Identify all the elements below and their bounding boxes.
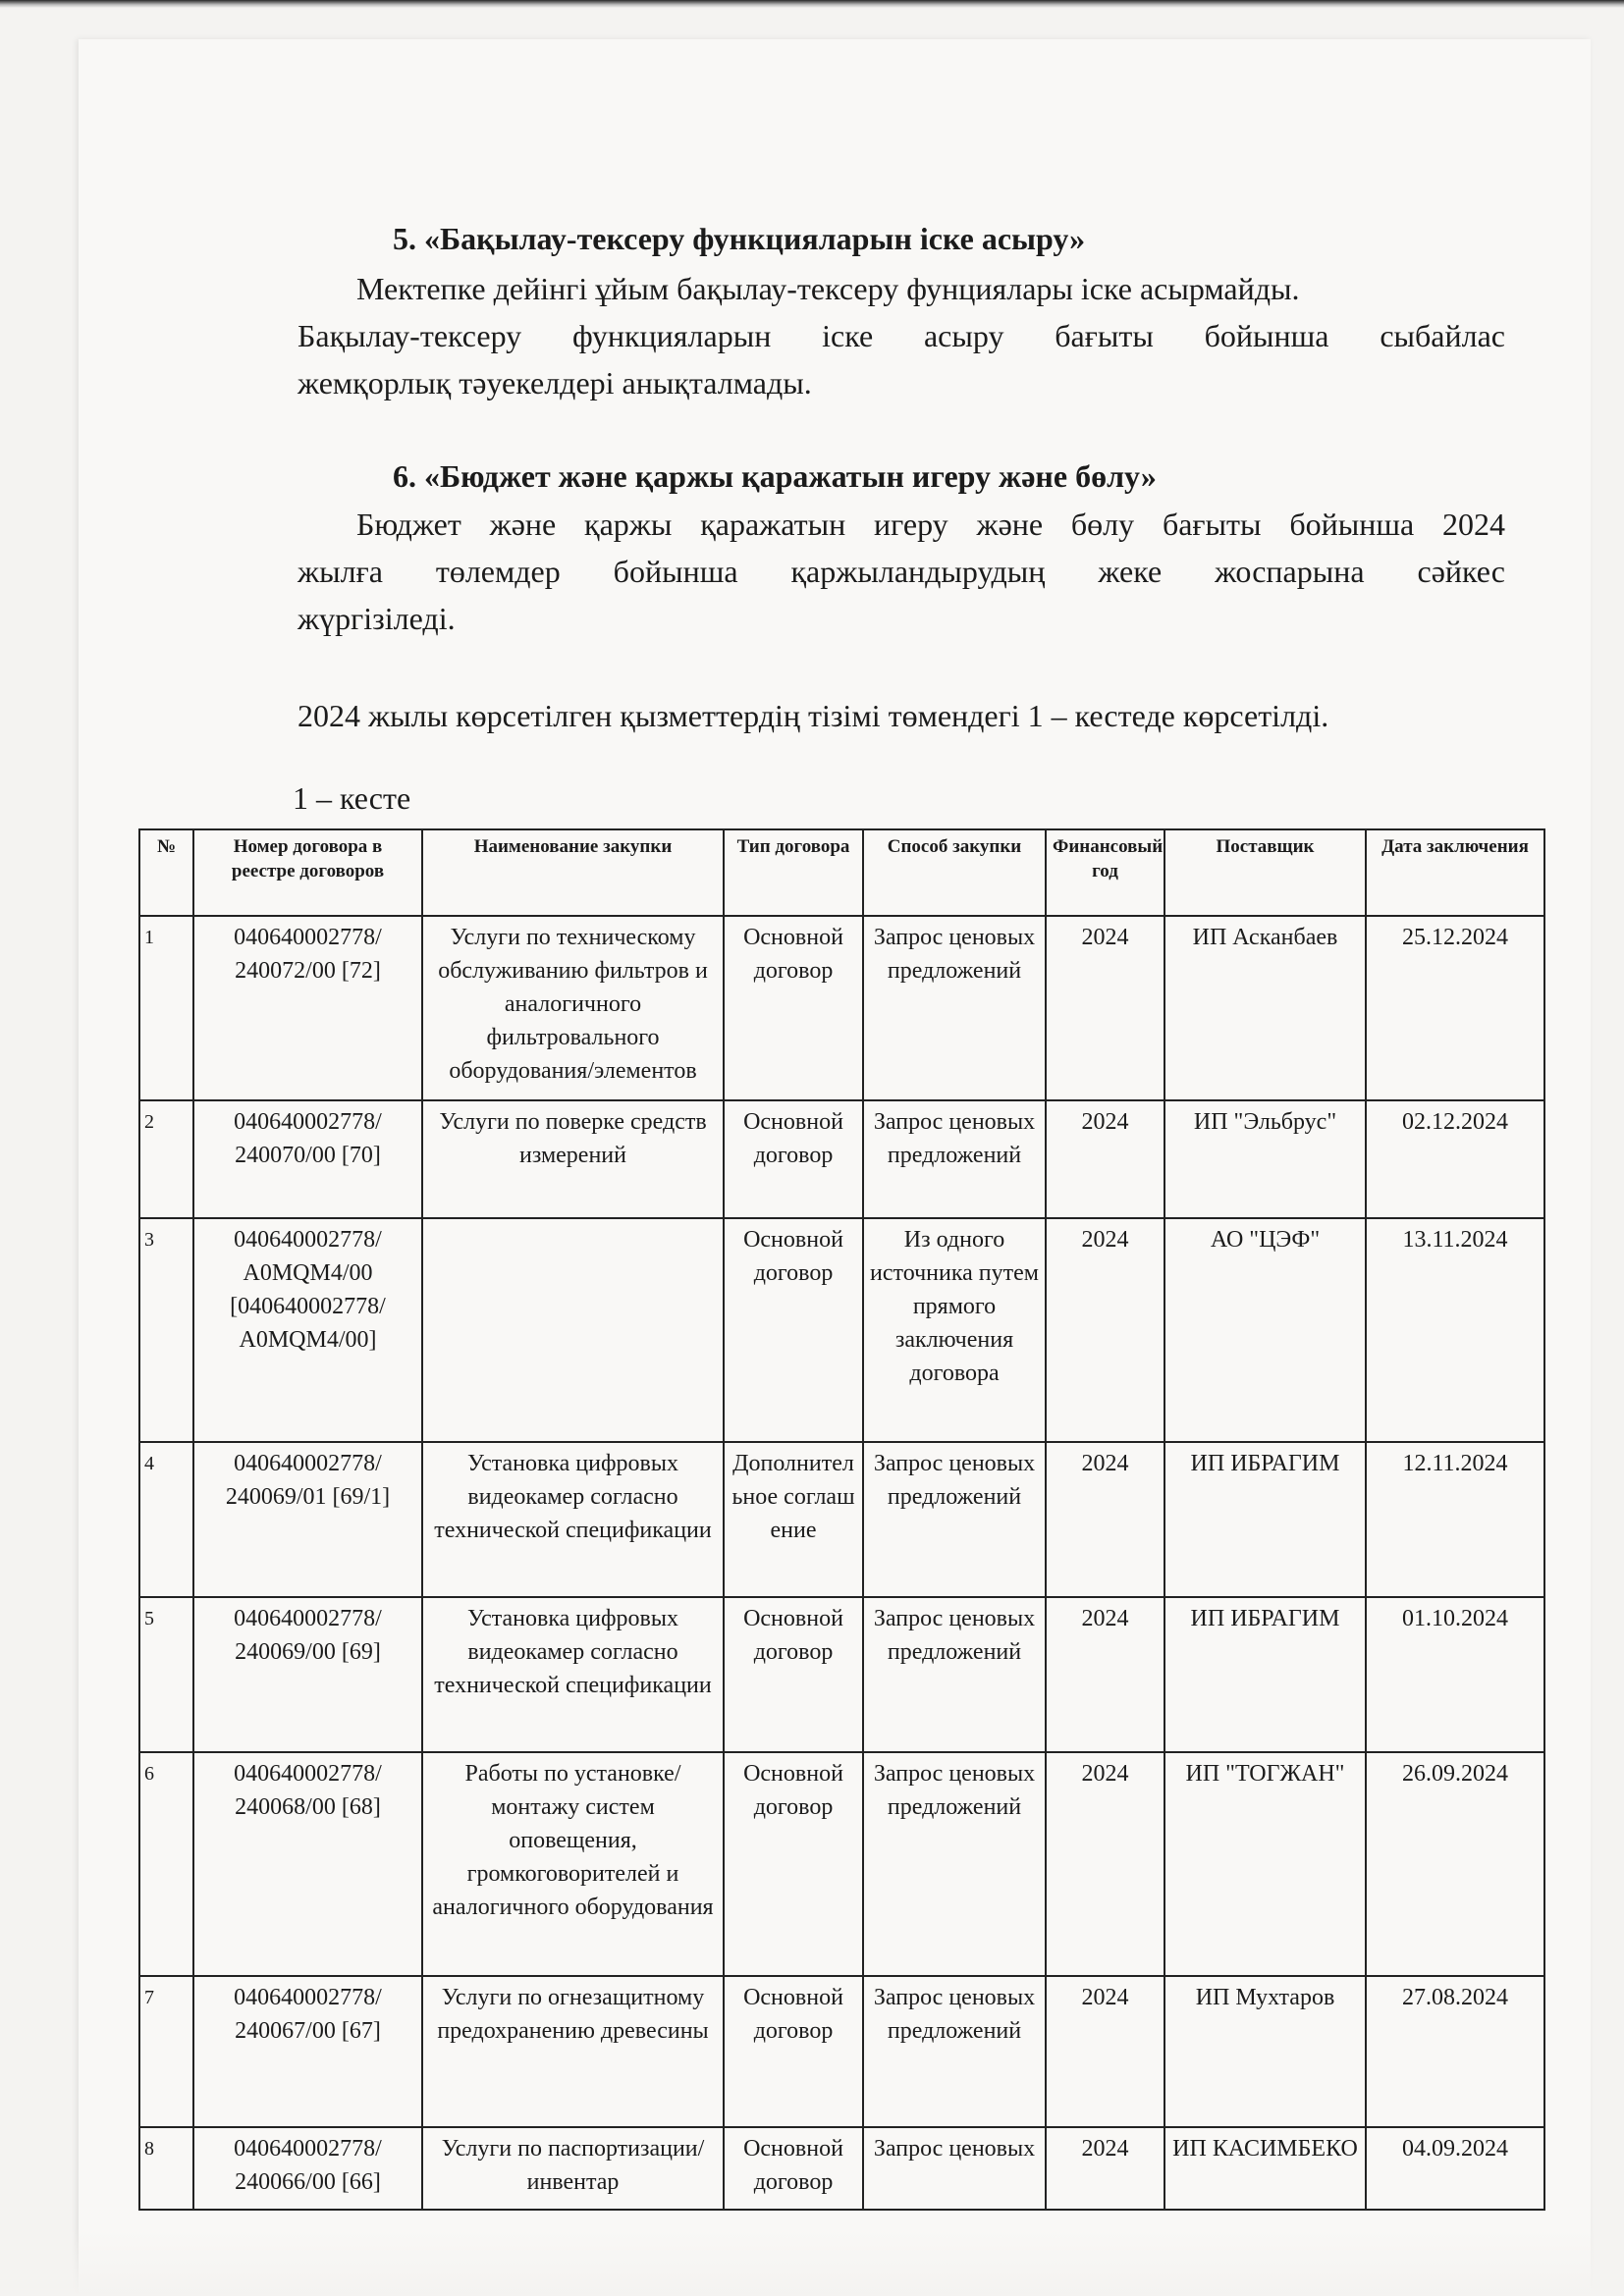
cell-year: 2024: [1046, 2127, 1164, 2210]
cell-name: Услуги по огнезащитному предохранению древесины: [422, 1976, 724, 2127]
cell-year: 2024: [1046, 1100, 1164, 1218]
header-year: Финансовый год: [1046, 829, 1164, 916]
cell-date: 01.10.2024: [1366, 1597, 1544, 1752]
cell-num: 8: [139, 2127, 193, 2210]
table-header: [139, 829, 1544, 916]
table-row: [139, 1752, 1544, 1976]
cell-method: Из одного источника путем прямого заключения договора: [863, 1218, 1046, 1442]
cell-year: 2024: [1046, 1597, 1164, 1752]
header-name: Наименование закупки: [422, 829, 724, 916]
cell-supplier: АО "ЦЭФ": [1164, 1218, 1366, 1442]
header-contract-no: Номер договора в реестре договоров: [193, 829, 422, 916]
cell-method: Запрос ценовых предложений: [863, 1597, 1046, 1752]
cell-num: 6: [139, 1752, 193, 1976]
section-6-line-3: жүргізіледі.: [298, 601, 456, 636]
cell-name: Установка цифровых видеокамер согласно технической спецификации: [422, 1442, 724, 1597]
cell-date: 27.08.2024: [1366, 1976, 1544, 2127]
cell-contract-no: 040640002778/ A0MQM4/00 [040640002778/ A0MQM4/00]: [193, 1218, 422, 1442]
cell-name: Услуги по паспортизации/инвентар: [422, 2127, 724, 2210]
cell-supplier: ИП ИБРАГИМ: [1164, 1442, 1366, 1597]
cell-num: 1: [139, 916, 193, 1100]
cell-contract-no: 040640002778/ 240070/00 [70]: [193, 1100, 422, 1218]
cell-contract-no: 040640002778/ 240068/00 [68]: [193, 1752, 422, 1976]
cell-method: Запрос ценовых предложений: [863, 1442, 1046, 1597]
cell-method: Запрос ценовых предложений: [863, 916, 1046, 1100]
cell-date: 04.09.2024: [1366, 2127, 1544, 2210]
table-row: [139, 1100, 1544, 1218]
cell-num: 7: [139, 1976, 193, 2127]
cell-type: Основной договор: [724, 1597, 863, 1752]
scan-bottom-fade: [0, 2228, 1624, 2296]
cell-type: Основной договор: [724, 1976, 863, 2127]
header-row: [139, 829, 1544, 916]
section-5-title: 5. «Бақылау-тексеру функцияларын іске асыру»: [393, 221, 1086, 256]
cell-year: 2024: [1046, 1442, 1164, 1597]
scan-top-edge: [0, 0, 1624, 8]
cell-year: 2024: [1046, 916, 1164, 1100]
cell-date: 12.11.2024: [1366, 1442, 1544, 1597]
table-row: [139, 916, 1544, 1100]
header-supplier: Поставщик: [1164, 829, 1366, 916]
cell-date: 13.11.2024: [1366, 1218, 1544, 1442]
cell-type: Дополнительное соглашение: [724, 1442, 863, 1597]
cell-contract-no: 040640002778/ 240072/00 [72]: [193, 916, 422, 1100]
cell-supplier: ИП ИБРАГИМ: [1164, 1597, 1366, 1752]
header-type: Тип договора: [724, 829, 863, 916]
cell-type: Основной договор: [724, 916, 863, 1100]
cell-num: 4: [139, 1442, 193, 1597]
section-5-line-3: жемқорлық тәуекелдері анықталмады.: [298, 365, 812, 400]
cell-name: Услуги по техническому обслуживанию фильтров и аналогичного фильтровального оборудования/элементов: [422, 916, 724, 1100]
cell-date: 25.12.2024: [1366, 916, 1544, 1100]
cell-num: 5: [139, 1597, 193, 1752]
purchases-table: [138, 828, 1545, 2211]
cell-supplier: ИП КАСИМБЕКО: [1164, 2127, 1366, 2210]
cell-type: Основной договор: [724, 2127, 863, 2210]
cell-contract-no: 040640002778/ 240066/00 [66]: [193, 2127, 422, 2210]
section-6-title: 6. «Бюджет және қаржы қаражатын игеру және бөлу»: [393, 458, 1157, 494]
cell-name: Установка цифровых видеокамер согласно технической спецификации: [422, 1597, 724, 1752]
header-num: №: [139, 829, 193, 916]
table-caption: 1 – кесте: [293, 780, 411, 816]
cell-method: Запрос ценовых предложений: [863, 1100, 1046, 1218]
services-note: [298, 692, 1535, 739]
services-note-text: 2024 жылы көрсетілген қызметтердің тізімі төмендегі 1 – кестеде көрсетілді.: [298, 698, 1329, 733]
table-row: [139, 1442, 1544, 1597]
cell-date: 26.09.2024: [1366, 1752, 1544, 1976]
cell-name: Услуги по поверке средств измерений: [422, 1100, 724, 1218]
cell-supplier: ИП "Эльбрус": [1164, 1100, 1366, 1218]
cell-supplier: ИП Асканбаев: [1164, 916, 1366, 1100]
cell-method: Запрос ценовых предложений: [863, 1752, 1046, 1976]
cell-type: Основной договор: [724, 1752, 863, 1976]
cell-method: Запрос ценовых предложений: [863, 1976, 1046, 2127]
cell-name: Работы по установке/монтажу систем оповещения, громкоговорителей и аналогичного оборудования: [422, 1752, 724, 1976]
table-row: [139, 1976, 1544, 2127]
cell-method: Запрос ценовых: [863, 2127, 1046, 2210]
cell-year: 2024: [1046, 1976, 1164, 2127]
cell-name: [422, 1218, 724, 1442]
table-row: [139, 2127, 1544, 2210]
table-row: [139, 1218, 1544, 1442]
cell-year: 2024: [1046, 1752, 1164, 1976]
table-row: [139, 1597, 1544, 1752]
cell-date: 02.12.2024: [1366, 1100, 1544, 1218]
cell-supplier: ИП "ТОГЖАН": [1164, 1752, 1366, 1976]
cell-year: 2024: [1046, 1218, 1164, 1442]
cell-num: 3: [139, 1218, 193, 1442]
cell-contract-no: 040640002778/ 240069/00 [69]: [193, 1597, 422, 1752]
header-date: Дата заключения: [1366, 829, 1544, 916]
cell-contract-no: 040640002778/ 240067/00 [67]: [193, 1976, 422, 2127]
section-5-text: [298, 265, 1505, 406]
cell-type: Основной договор: [724, 1218, 863, 1442]
cell-supplier: ИП Мухтаров: [1164, 1976, 1366, 2127]
section-6-text: [298, 501, 1505, 642]
section-5-line-2: Бақылау-тексеру функцияларын іске асыру бағыты бойынша сыбайлас: [298, 318, 1505, 353]
section-6-line-2: жылға төлемдер бойынша қаржыландырудың жеке жоспарына сәйкес: [298, 554, 1505, 589]
section-6-line-1: Бюджет және қаржы қаражатын игеру және бөлу бағыты бойынша 2024: [356, 507, 1505, 542]
cell-contract-no: 040640002778/ 240069/01 [69/1]: [193, 1442, 422, 1597]
cell-type: Основной договор: [724, 1100, 863, 1218]
section-5-line-1: Мектепке дейінгі ұйым бақылау-тексеру фунциялары іске асырмайды.: [356, 271, 1300, 306]
cell-num: 2: [139, 1100, 193, 1218]
header-method: Способ закупки: [863, 829, 1046, 916]
